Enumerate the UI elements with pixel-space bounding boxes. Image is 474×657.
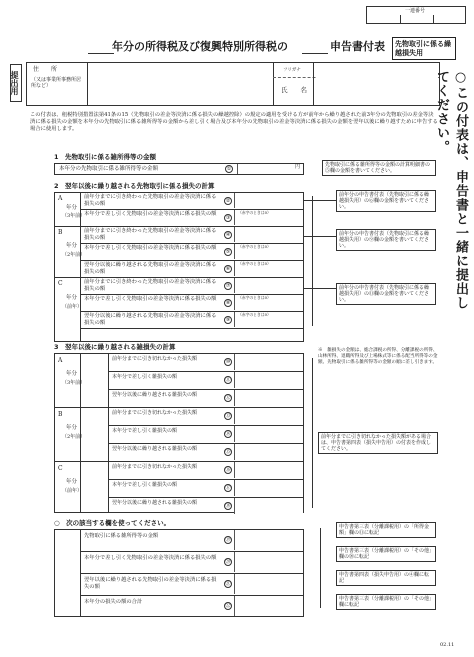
row6-label: 翌年分以後に繰り越される先物取引の差金等決済に係る損失の額 <box>84 262 217 275</box>
sec3-row-amount-input[interactable] <box>234 462 303 478</box>
sec3-row-amount-input[interactable] <box>234 354 303 370</box>
page-title-tail: 申告書付表 <box>330 40 385 53</box>
sec4-row-amount-input[interactable] <box>234 530 303 550</box>
row2-label: 前年分までに引き終わった先物取引の差金等決済に係る損失の額 <box>84 194 217 207</box>
circle-1: ① <box>226 166 232 172</box>
sec3-a-sub: （3年前） <box>62 380 86 386</box>
circle-8: ⑧ <box>225 300 231 306</box>
sec3-c-year: 年分 <box>66 479 78 485</box>
sec3-row-number: ⑭ <box>225 431 231 437</box>
section4-note-1: 申告書第三表（分離課税用）の「所得金額」欄の⑪に転記 <box>336 522 436 538</box>
sec3-row-amount-input[interactable] <box>234 480 303 496</box>
sec3-row-amount-input[interactable] <box>234 408 303 424</box>
name-label: 氏 名 <box>281 86 307 94</box>
section1-label: 本年分の先物取引に係る雑所得等の金額 <box>59 166 159 172</box>
sec3-row-amount-input[interactable] <box>234 390 303 406</box>
section2-note-c: 前年分の申告書付表（先物取引に係る繰越損失用）の⑪欄の金額を書いてください。 <box>336 283 436 305</box>
sec4-row-number: ⑳ <box>225 559 231 565</box>
sec3-row-label: 本年分で差し引く雑損失の額 <box>112 482 178 488</box>
serial-number-box[interactable] <box>366 6 466 24</box>
sec3-row-label: 翌年分以後に繰り越される雑損失の額 <box>112 500 198 506</box>
address-label: 住 所 <box>33 66 58 73</box>
sec3-row-number: ⑬ <box>225 413 231 419</box>
sec3-row-label: 翌年分以後に繰り越される雑損失の額 <box>112 392 198 398</box>
section4-note-3: 申告書第四表（損失申告用）の④欄に転記 <box>336 570 436 586</box>
sec3-a-year: 年分 <box>66 371 78 377</box>
sec4-row-label: 本年分の損失の額の合計 <box>84 599 143 605</box>
sec3-row-number: ⑮ <box>225 449 231 455</box>
row4-label: 前年分までに引き終わった先物取引の差金等決済に係る損失の額 <box>84 228 217 241</box>
circle-9: ⑨ <box>225 317 231 323</box>
sec3-b-letter: B <box>58 411 63 418</box>
sec3-a-letter: A <box>58 357 63 364</box>
name-input[interactable] <box>316 66 438 102</box>
vertical-notice: ○この付表は、申告書と一緒に提出してください。 <box>434 70 468 310</box>
section2-heading: 2 翌年以後に繰り越される先物取引に係る損失の計算 <box>54 182 215 190</box>
address-input[interactable] <box>90 66 270 102</box>
circle-2: ② <box>225 198 231 204</box>
sec4-row-label: 先物取引に係る雑所得等の金額 <box>84 533 159 539</box>
circle-5: ⑤ <box>225 249 231 255</box>
sec4-row-label: 翌年以後に繰り越される先物取引の差金等決済に係る損失の額 <box>84 577 217 590</box>
row7-amount-input[interactable] <box>234 278 303 293</box>
circle-6: ⑥ <box>225 266 231 272</box>
row5-note: （赤字のときは0） <box>238 244 271 249</box>
sec4-row-amount-input[interactable] <box>234 596 303 616</box>
sec3-row-amount-input[interactable] <box>234 372 303 388</box>
intro-text: この付表は、租税特別措置法第41条の15（先物取引の差金等決済に係る損失の繰越控除）の規定の適用を受ける方が前年から繰り越された前3年分の先物取引の差金等決済に係る損失の金額を本年分の先物取引に係る雑所得等の金額から差し引く場合及び本年分の先物取引の差金等決済に係る損失の金額を翌年以後に繰り越すために申告する場合に使用します。 <box>30 112 438 132</box>
sec4-row-number: ⑲ <box>225 537 231 543</box>
section3-main-note: 前年分までに引き切れなかった損失額がある場合は、申告書第四表（損失申告用）の付表を作成してください。 <box>318 432 438 454</box>
group-b-letter: B <box>58 229 63 236</box>
group-a-year: 年分 <box>66 205 78 211</box>
sec3-row-number: ⑯ <box>225 467 231 473</box>
sec3-row-label: 翌年分以後に繰り越される雑損失の額 <box>112 446 198 452</box>
serial-label: 一連番号 <box>405 8 426 14</box>
row8-note: （赤字のときは0） <box>238 295 271 300</box>
sec3-c-sub: （前年） <box>62 488 83 494</box>
sec3-row-label: 前年分までに引き切れなかった損失額 <box>112 464 198 470</box>
row9-note: （赤字のときは0） <box>238 312 271 317</box>
section4-heading: ○ 次の該当する欄を使ってください。 <box>54 519 171 527</box>
section3-small-note: ※ 雑損失の金額は、総合課税の所得、分離課税の所得、山林所得、退職所得及び上場株式等に係る配当所得等の金額、先物取引に係る雑所得等の金額の順に差し引きます。 <box>318 348 438 365</box>
section4-note-4: 申告書第三表（分離課税用）の「その他」欄に転記 <box>336 594 436 610</box>
group-c-sub: （前年） <box>62 304 83 310</box>
submission-tab: 提出用 <box>10 64 22 102</box>
sec4-row-amount-input[interactable] <box>234 552 303 572</box>
row7-label: 前年分までに引き終わった先物取引の差金等決済に係る損失の額 <box>84 279 217 292</box>
section1-heading: 1 先物取引に係る雑所得等の金額 <box>54 153 157 161</box>
sec3-row-label: 本年分で差し引く雑損失の額 <box>112 428 178 434</box>
row3-note: （赤字のときは0） <box>238 210 271 215</box>
group-c-letter: C <box>58 280 63 287</box>
section2-note-a: 前年分の申告書付表（先物取引に係る繰越損失用）の⑥欄の金額を書いてください。 <box>336 190 436 212</box>
furigana-label: フリガナ <box>283 68 301 73</box>
sec3-c-letter: C <box>58 465 63 472</box>
sec4-row-number: ㉒ <box>225 603 231 609</box>
row4-amount-input[interactable] <box>234 227 303 242</box>
row9-label: 翌年分以後に繰り越される先物取引の差金等決済に係る損失の額 <box>84 313 217 326</box>
sec3-row-number: ⑩ <box>225 359 231 365</box>
row2-amount-input[interactable] <box>234 193 303 208</box>
group-a-sub: （3年前） <box>62 213 86 219</box>
sec3-row-number: ⑰ <box>225 485 231 491</box>
sec4-row-amount-input[interactable] <box>234 574 303 594</box>
form-code: 02.11 <box>440 642 455 648</box>
sec4-row-number: ㉑ <box>225 581 231 587</box>
row6-note: （赤字のときは0） <box>238 261 271 266</box>
applicant-box <box>26 62 440 106</box>
sec4-row-label: 本年分で差し引く先物取引の差金等決済に係る損失の額 <box>84 555 217 561</box>
group-a-letter: A <box>58 195 63 202</box>
sec3-row-label: 本年分で差し引く雑損失の額 <box>112 374 178 380</box>
sec3-row-number: ⑪ <box>225 377 231 383</box>
sec3-b-sub: （2年前） <box>62 434 86 440</box>
section1-note: 先物取引に係る雑所得等の金額の計算明細書の⑤欄の金額を書いてください。 <box>322 160 436 176</box>
section1-row <box>54 163 304 175</box>
circle-3: ③ <box>225 215 231 221</box>
page-title: 年分の所得税及び復興特別所得税の <box>112 40 288 53</box>
circle-7: ⑦ <box>225 283 231 289</box>
sec3-row-amount-input[interactable] <box>234 444 303 460</box>
section2-note-b: 前年分の申告書付表（先物取引に係る繰越損失用）の⑨欄の金額を書いてください。 <box>336 229 436 251</box>
circle-4: ④ <box>225 232 231 238</box>
group-b-year: 年分 <box>66 243 78 249</box>
misc-income-amount-input[interactable] <box>237 164 303 174</box>
row3-label: 本年分で差し引く先物取引の差金等決済に係る損失の額 <box>84 211 217 217</box>
title-badge: 先物取引に係る繰越損失用 <box>392 37 456 60</box>
sec3-row-label: 前年分までに引き切れなかった損失額 <box>112 356 198 362</box>
group-b-sub: （2年前） <box>62 252 86 258</box>
yen-unit-1: 円 <box>295 164 301 170</box>
sec3-row-number: ⑱ <box>225 503 231 509</box>
group-c-year: 年分 <box>66 295 78 301</box>
row8-label: 本年分で差し引く先物取引の差金等決済に係る損失の額 <box>84 296 217 302</box>
sec3-row-amount-input[interactable] <box>234 498 303 514</box>
sec3-row-amount-input[interactable] <box>234 426 303 442</box>
title-year-underline[interactable] <box>88 40 114 54</box>
section3-heading: 3 翌年以後に繰り越される雑損失の計算 <box>54 343 176 351</box>
sec3-row-label: 前年分までに引き切れなかった損失額 <box>112 410 198 416</box>
sec3-b-year: 年分 <box>66 425 78 431</box>
row5-label: 本年分で差し引く先物取引の差金等決済に係る損失の額 <box>84 245 217 251</box>
title-kind-underline[interactable] <box>302 40 328 54</box>
section4-note-2: 申告書第三表（分離課税用）の「その他」欄の⑳に転記 <box>336 546 436 562</box>
address-sublabel: （又は事業所事務所居所など） <box>31 77 82 89</box>
sec3-row-number: ⑫ <box>225 395 231 401</box>
